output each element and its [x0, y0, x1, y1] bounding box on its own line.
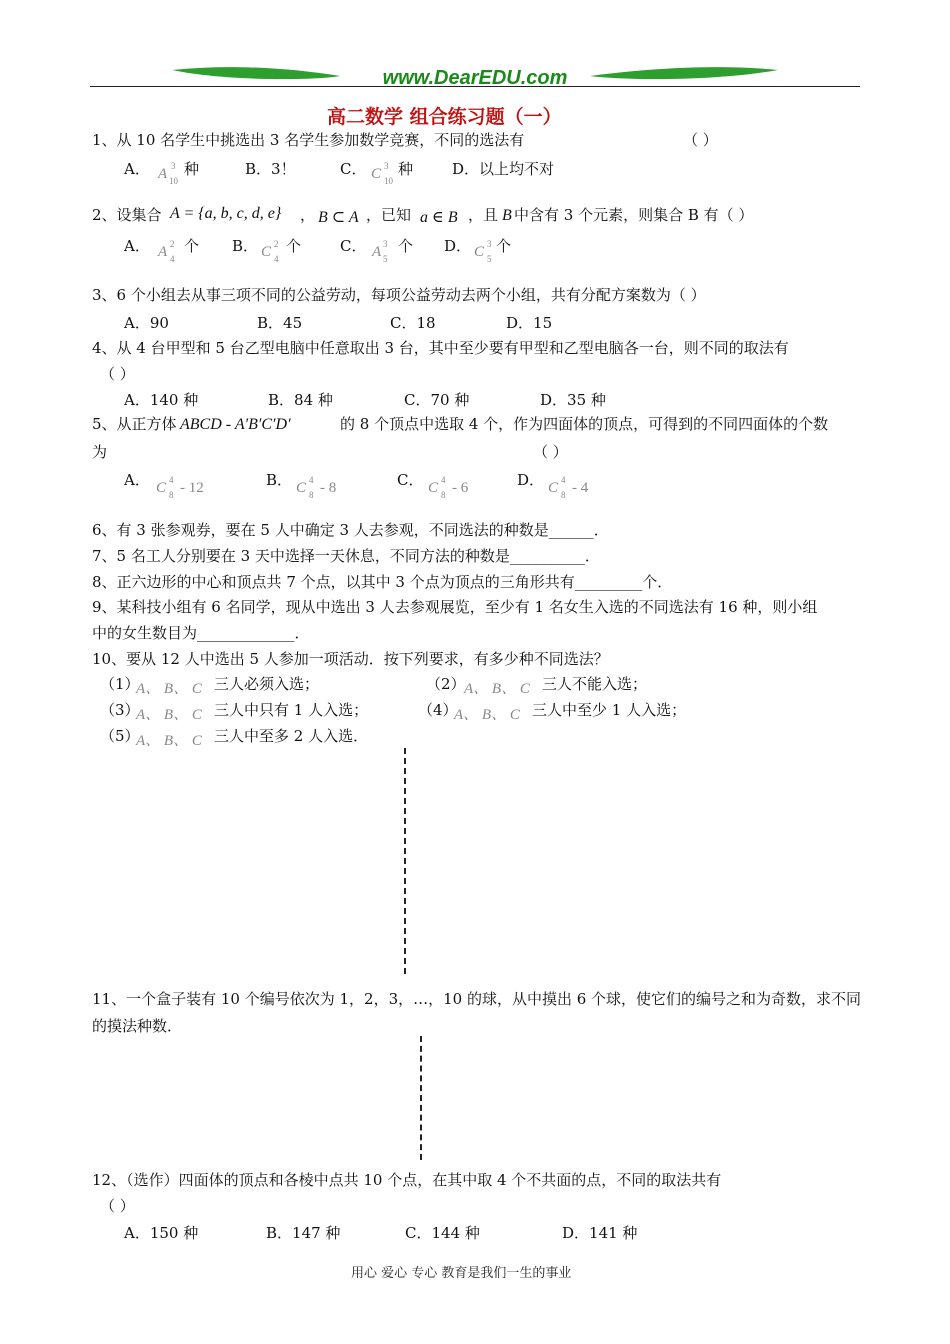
- q5-option-d-letter: D．: [517, 471, 545, 489]
- q10-part1-num: （1）: [100, 675, 140, 693]
- q2-option-c-suffix: 个: [398, 237, 414, 255]
- q7-text: 7、5 名工人分别要在 3 天中选择一天休息，不同方法的种数是__________．: [92, 547, 600, 565]
- answer-space-divider-q11: [420, 1036, 422, 1160]
- q5-line2: 为: [92, 443, 108, 461]
- q1-option-a-letter: A．: [124, 160, 150, 178]
- q4-option-d: D．35 种: [540, 391, 606, 409]
- q5-suffix: 的 8 个顶点中选取 4 个，作为四面体的顶点，可得到的不同四面体的个数: [340, 415, 829, 433]
- q9-line1: 9、某科技小组有 6 名同学，现从中选出 3 人去参观展览，至少有 1 名女生入选的不同选法有 16 种，则小组: [92, 598, 818, 616]
- q12-option-c: C．144 种: [405, 1224, 480, 1242]
- q2-option-a-letter: A．: [124, 237, 150, 255]
- q1-bracket: （ ）: [683, 131, 718, 149]
- q10-part4-math: A、 B、 C: [454, 707, 520, 723]
- q12-bracket: （ ）: [100, 1197, 135, 1215]
- q5-option-a-letter: A．: [124, 471, 150, 489]
- q10-part5-num: （5）: [100, 727, 140, 745]
- q10-part2-num: （2）: [426, 675, 466, 693]
- q2-set-a: A = {a, b, c, d, e}: [170, 205, 282, 222]
- q4-text: 4、从 4 台甲型和 5 台乙型电脑中任意取出 3 台，其中至少要有甲型和乙型电脑各一台，则不同的取法有: [92, 339, 789, 357]
- q12-option-b: B．147 种: [266, 1224, 341, 1242]
- q2-option-a-math: A 2 4: [158, 239, 175, 264]
- q2-option-a-suffix: 个: [184, 237, 200, 255]
- q2-option-d-letter: D．: [444, 237, 472, 255]
- q10-part1-text: 三人必须入选；: [214, 675, 320, 693]
- banner-text: www.DearEDU.com: [382, 67, 568, 89]
- q2-suffix: 中含有 3 个元素，则集合 B 有（ ）: [514, 206, 754, 224]
- q1-option-c-letter: C．: [340, 160, 367, 178]
- q2-subset: B ⊂ A: [318, 209, 359, 226]
- q5-option-a-math: C 4 8 - 12: [156, 475, 204, 500]
- q1-option-b: B．3！: [245, 160, 296, 178]
- q2-option-d-math: C 3 5: [474, 239, 492, 264]
- q2-option-b-letter: B．: [232, 237, 259, 255]
- q10-text: 10、要从 12 人中选出 5 人参加一项活动．按下列要求，有多少种不同选法？: [92, 650, 609, 668]
- q2-and: ，且: [468, 206, 499, 224]
- q10-part5-math: A、 B、 C: [136, 733, 202, 749]
- q10-part5-text: 三人中至多 2 人入选．: [214, 727, 369, 745]
- q5-cube: ABCD - A′B′C′D′: [180, 416, 291, 433]
- q5-option-b-math: C 4 8 - 8: [296, 475, 337, 500]
- header-banner-logo: [170, 62, 780, 92]
- q10-part4-num: （4）: [418, 701, 458, 719]
- q10-part1-math: A、 B、 C: [136, 681, 202, 697]
- q2-option-b-suffix: 个: [286, 237, 302, 255]
- q1-option-a-suffix: 种: [184, 160, 200, 178]
- q11-line1: 11、一个盒子装有 10 个编号依次为 1，2，3，…，10 的球，从中摸出 6 个球，使它们的编号之和为奇数，求不同: [92, 990, 862, 1008]
- answer-space-divider-q10: [404, 748, 406, 974]
- q1-option-d: D．以上均不对: [452, 160, 555, 178]
- q11-line2: 的摸法种数．: [92, 1017, 183, 1035]
- q3-option-a: A．90: [124, 314, 169, 332]
- q1-option-c-math: C 3 10: [371, 161, 393, 186]
- q5-option-c-letter: C．: [397, 471, 424, 489]
- q10-part2-text: 三人不能入选；: [542, 675, 648, 693]
- q5-option-c-math: C 4 8 - 6: [428, 475, 469, 500]
- q4-option-a: A．140 种: [124, 391, 199, 409]
- q3-option-d: D．15: [506, 314, 553, 332]
- q2-option-b-math: C 2 4: [261, 239, 279, 264]
- q2-known: ，已知: [366, 206, 412, 224]
- q4-bracket: （ ）: [100, 365, 135, 383]
- q4-option-c: C．70 种: [404, 391, 470, 409]
- q10-part3-math: A、 B、 C: [136, 707, 202, 723]
- q3-option-c: C．18: [390, 314, 436, 332]
- q2-option-c-math: A 3 5: [372, 239, 388, 264]
- q5-option-d-math: C 4 8 - 4: [548, 475, 589, 500]
- q2-member: a ∈ B: [420, 209, 458, 226]
- q2-option-d-suffix: 个: [496, 237, 512, 255]
- q3-option-b: B．45: [257, 314, 303, 332]
- q2-b: B: [502, 207, 512, 224]
- q5-prefix: 5、从正方体: [92, 415, 177, 433]
- q10-part2-math: A、 B、 C: [464, 681, 530, 697]
- q1-text: 1、从 10 名学生中挑选出 3 名学生参加数学竞赛，不同的选法有: [92, 131, 525, 149]
- q5-bracket: （ ）: [533, 443, 568, 461]
- footer-slogan: 用心 爱心 专心 教育是我们一生的事业: [351, 1266, 572, 1281]
- q2-prefix: 2、设集合: [92, 206, 162, 224]
- q8-text: 8、正六边形的中心和顶点共 7 个点，以其中 3 个点为顶点的三角形共有_________个．: [92, 573, 673, 591]
- q2-comma1: ，: [300, 206, 316, 224]
- q10-part3-num: （3）: [100, 701, 140, 719]
- q5-option-b-letter: B．: [266, 471, 293, 489]
- q12-text: 12、（选作）四面体的顶点和各棱中点共 10 个点，在其中取 4 个不共面的点，不同的取法共有: [92, 1171, 722, 1189]
- q4-option-b: B．84 种: [268, 391, 333, 409]
- q2-option-c-letter: C．: [340, 237, 367, 255]
- q9-line2: 中的女生数目为_____________．: [92, 624, 310, 642]
- q12-option-d: D．141 种: [562, 1224, 638, 1242]
- q6-text: 6、有 3 张参观券，要在 5 人中确定 3 人去参观，不同选法的种数是______．: [92, 521, 609, 539]
- q3-text: 3、6 个小组去从事三项不同的公益劳动，每项公益劳动去两个小组，共有分配方案数为（ ）: [92, 286, 706, 304]
- q1-option-c-suffix: 种: [398, 160, 414, 178]
- q12-option-a: A．150 种: [124, 1224, 199, 1242]
- q10-part3-text: 三人中只有 1 人入选；: [214, 701, 369, 719]
- q10-part4-text: 三人中至少 1 人入选；: [532, 701, 687, 719]
- q1-option-a-math: A 3 10: [158, 161, 178, 186]
- page-title: 高二数学 组合练习题（一）: [327, 106, 562, 128]
